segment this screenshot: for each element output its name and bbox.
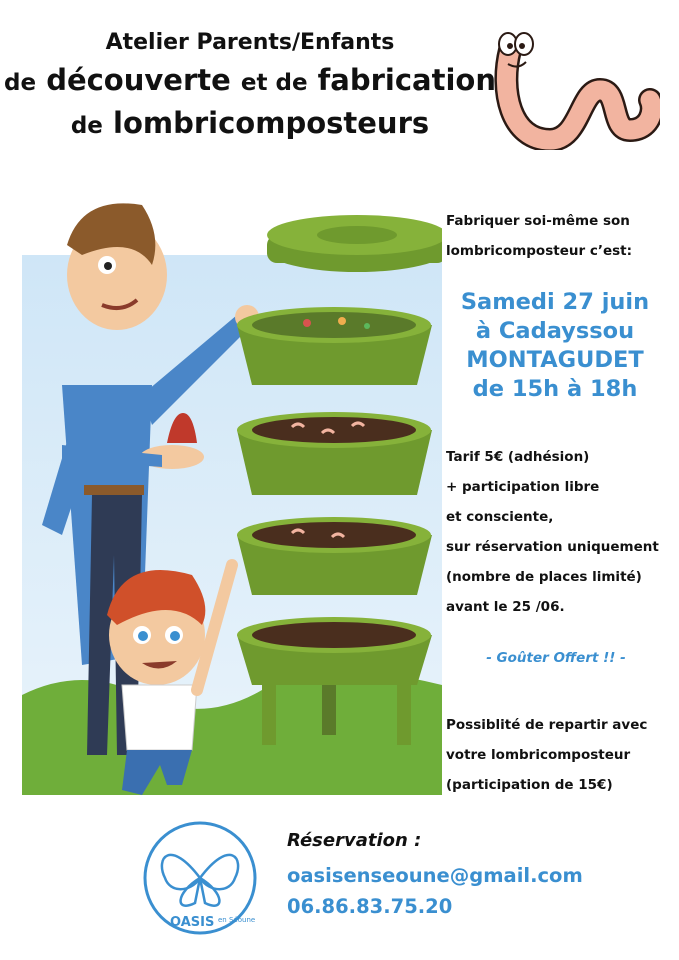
contact-phone[interactable]: 06.86.83.75.20	[287, 895, 453, 918]
take-home-line: (participation de 15€)	[446, 777, 613, 793]
pricing-text	[446, 442, 676, 622]
reservation-label: Réservation :	[287, 830, 422, 851]
contact-email-link[interactable]: oasisenseoune@gmail.com	[287, 864, 583, 887]
worm-illustration	[490, 30, 660, 150]
composter-scene-illustration	[22, 195, 442, 795]
intro-line: Fabriquer soi-même son	[446, 213, 630, 229]
event-info	[448, 288, 662, 404]
pricing-line: et consciente,	[446, 509, 554, 525]
event-date: Samedi 27 juin	[460, 289, 650, 315]
event-time: de 15h à 18h	[472, 376, 638, 402]
pricing-line: + participation libre	[446, 479, 600, 495]
title-line-2: de découverte et de fabrication	[4, 63, 496, 97]
title-line-3: de lombricomposteurs	[70, 106, 430, 140]
take-home-text	[446, 710, 676, 800]
poster-title	[0, 26, 500, 146]
pricing-line: Tarif 5€ (adhésion)	[446, 449, 590, 465]
pricing-line: (nombre de places limité)	[446, 569, 642, 585]
event-place-1: à Cadayssou	[475, 318, 635, 344]
logo-sub: en Séoune	[218, 916, 256, 924]
intro-text	[446, 206, 676, 266]
title-line-1: Atelier Parents/Enfants	[105, 30, 395, 55]
snack-offer: - Goûter Offert !! -	[486, 650, 626, 666]
pricing-line: sur réservation uniquement	[446, 539, 659, 555]
take-home-line: Possiblité de repartir avec	[446, 717, 648, 733]
take-home-line: votre lombricomposteur	[446, 747, 631, 763]
logo-word: OASIS	[170, 915, 215, 930]
pricing-line: avant le 25 /06.	[446, 599, 565, 615]
intro-line: lombricomposteur c’est:	[446, 243, 632, 259]
event-place-2: MONTAGUDET	[466, 347, 644, 373]
oasis-logo	[140, 818, 260, 938]
